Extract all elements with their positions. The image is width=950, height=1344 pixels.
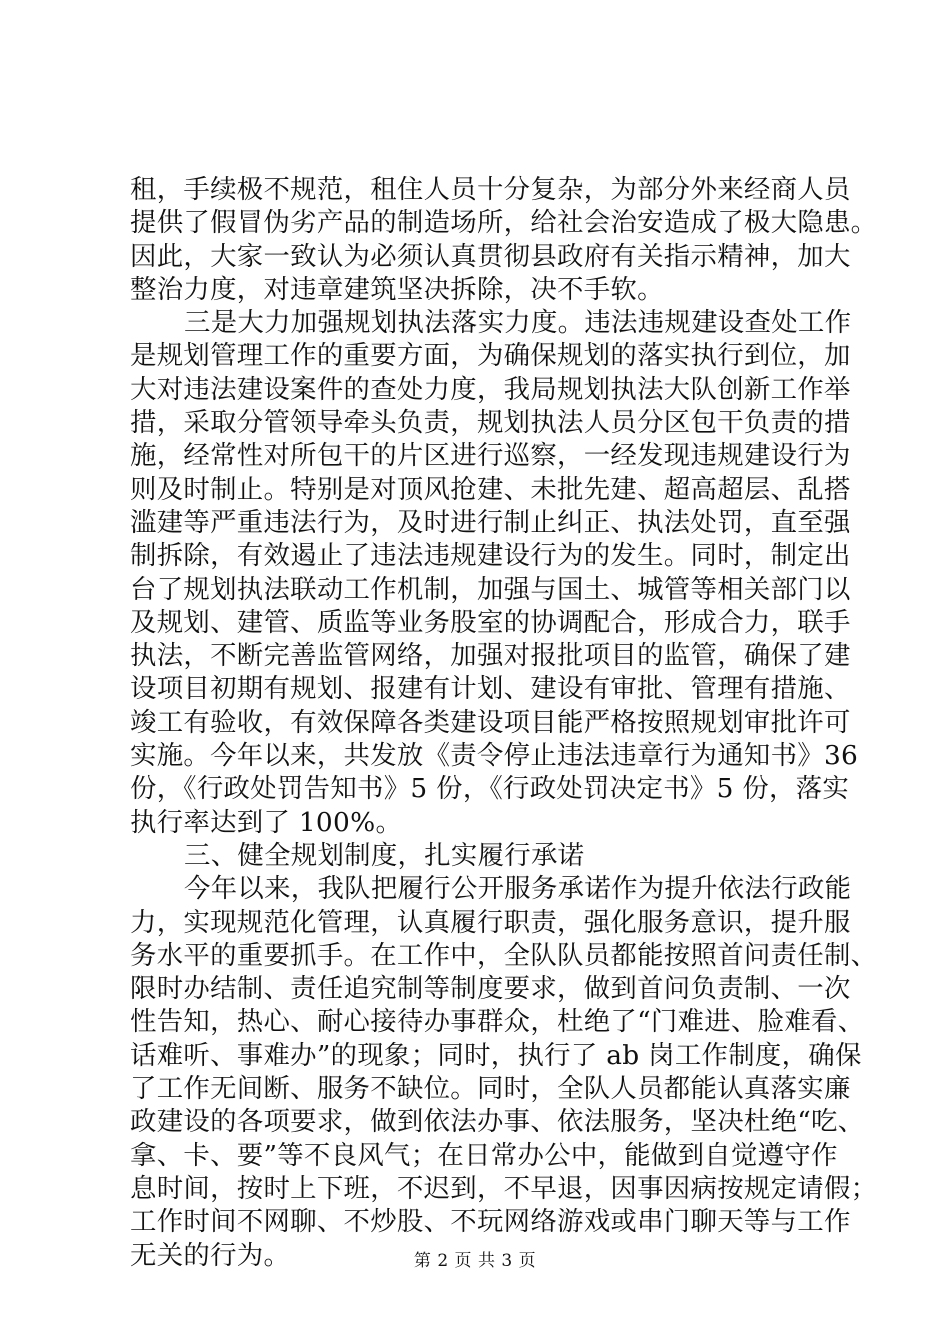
text-line: 性告知，热心、耐心接待办事群众，杜绝了“门难进、脸难看、	[130, 1006, 865, 1038]
text-line: 限时办结制、责任追究制等制度要求，做到首问负责制、一次	[130, 973, 851, 1005]
text-line: 是规划管理工作的重要方面，为确保规划的落实执行到位，加	[130, 340, 851, 372]
text-line: 执行率达到了 100%。	[130, 806, 403, 838]
page-footer: 第 2 页 共 3 页	[413, 1251, 537, 1271]
paragraph-start-line: 三、健全规划制度，扎实履行承诺	[184, 839, 585, 871]
text-line: 因此，大家一致认为必须认真贯彻县政府有关指示精神，加大	[130, 240, 851, 272]
paragraph-start-line: 今年以来，我队把履行公开服务承诺作为提升依法行政能	[184, 873, 852, 905]
text-line: 竣工有验收，有效保障各类建设项目能严格按照规划审批许可	[130, 706, 851, 738]
text-line: 力，实现规范化管理，认真履行职责，强化服务意识，提升服	[130, 906, 851, 938]
text-line: 则及时制止。特别是对顶风抢建、未批先建、超高超层、乱搭	[130, 473, 851, 505]
document-body	[130, 173, 878, 1272]
text-line: 无关的行为。	[130, 1239, 291, 1271]
text-line: 滥建等严重违法行为，及时进行制止纠正、执法处罚，直至强	[130, 506, 851, 538]
text-line: 制拆除，有效遏止了违法违规建设行为的发生。同时，制定出	[130, 540, 851, 572]
text-line: 份，《行政处罚告知书》5 份，《行政处罚决定书》5 份，落实	[130, 773, 850, 805]
text-line: 拿、卡、要”等不良风气；在日常办公中，能做到自觉遵守作	[130, 1139, 838, 1171]
paragraph-start-line: 三是大力加强规划执法落实力度。违法违规建设查处工作	[184, 307, 852, 339]
text-line: 实施。今年以来，共发放《责令停止违法违章行为通知书》36	[130, 740, 859, 772]
text-line: 及规划、建管、质监等业务股室的协调配合，形成合力，联手	[130, 606, 851, 638]
text-line: 工作时间不网聊、不炒股、不玩网络游戏或串门聊天等与工作	[130, 1206, 851, 1238]
text-line: 务水平的重要抓手。在工作中，全队队员都能按照首问责任制、	[130, 939, 878, 971]
text-line: 话难听、事难办”的现象；同时，执行了 ab 岗工作制度，确保	[130, 1039, 862, 1071]
text-line: 大对违法建设案件的查处力度，我局规划执法大队创新工作举	[130, 373, 851, 405]
text-line: 租，手续极不规范，租住人员十分复杂，为部分外来经商人员	[130, 174, 851, 205]
text-line: 执法，不断完善监管网络，加强对报批项目的监管，确保了建	[130, 640, 851, 672]
text-line: 台了规划执法联动工作机制，加强与国土、城管等相关部门以	[130, 573, 851, 605]
text-line: 施，经常性对所包干的片区进行巡察，一经发现违规建设行为	[130, 440, 851, 472]
text-line: 息时间，按时上下班，不迟到，不早退，因事因病按规定请假；	[130, 1172, 878, 1204]
text-line: 整治力度，对违章建筑坚决拆除，决不手软。	[130, 273, 664, 305]
text-line: 了工作无间断、服务不缺位。同时，全队人员都能认真落实廉	[130, 1073, 851, 1105]
text-line: 措，采取分管领导牵头负责，规划执法人员分区包干负责的措	[130, 407, 851, 439]
text-line: 设项目初期有规划、报建有计划、建设有审批、管理有措施、	[130, 673, 851, 705]
text-line: 提供了假冒伪劣产品的制造场所，给社会治安造成了极大隐患。	[130, 207, 878, 239]
text-line: 政建设的各项要求，做到依法办事、依法服务，坚决杜绝“吃、	[130, 1106, 865, 1138]
